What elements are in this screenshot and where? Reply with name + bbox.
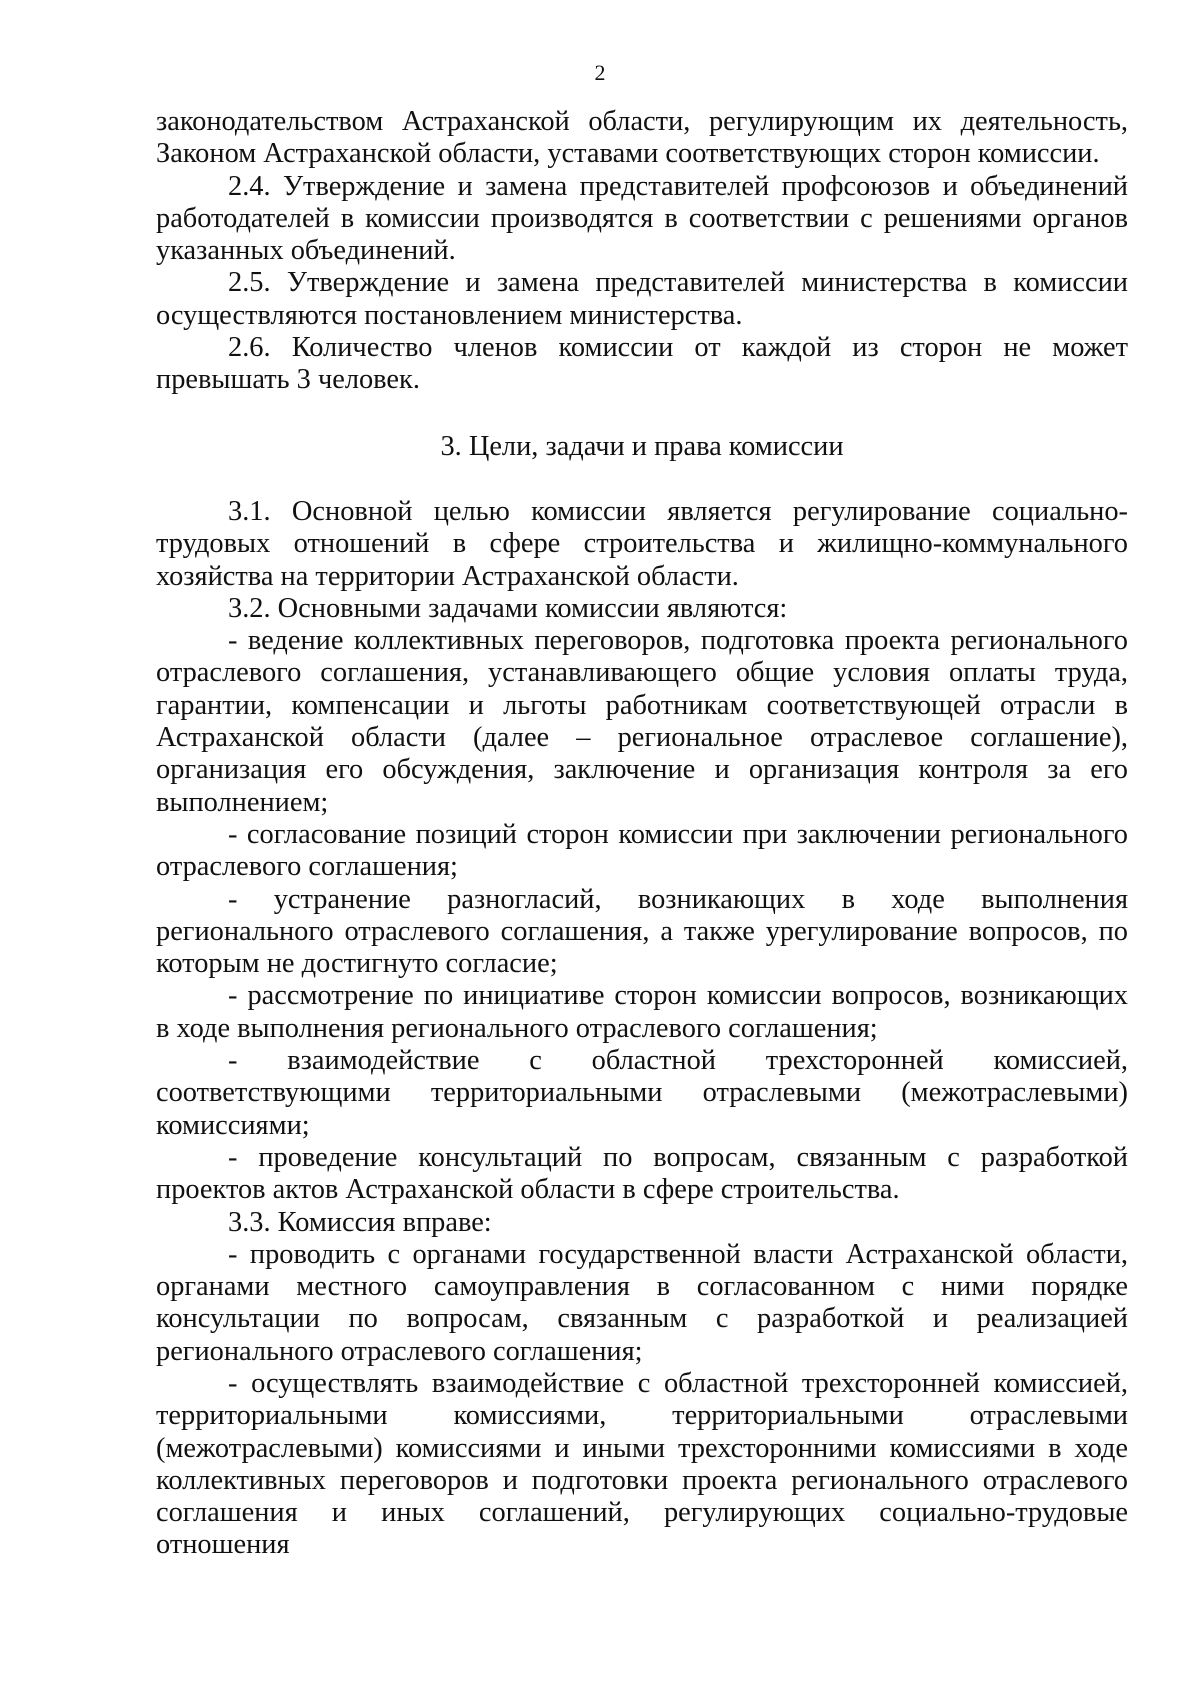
list-item-interaction: - взаимодействие с областной трехсторонней комиссией, соответствующими территориальными отраслевыми (межотраслевыми) комиссиями; (156, 1045, 1128, 1141)
section-heading: 3. Цели, задачи и права комиссии (440, 430, 844, 462)
page-number: 2 (594, 60, 606, 85)
paragraph-2-6: 2.6. Количество членов комиссии от каждой из сторон не может превышать 3 человек. (156, 332, 1128, 396)
paragraph-2-4: 2.4. Утверждение и замена представителей профсоюзов и объединений работодателей в комиссии производятся в соответствии с решениями органов указанных объединений. (156, 170, 1128, 267)
list-item-right-interact: - осуществлять взаимодействие с областной трехсторонней комиссией, территориальными комиссиями, территориальными отраслевыми (межотраслевыми) комиссиями и иными трехсторонними комиссиями в ходе коллективных переговоров и подготовки проекта регионального отраслевого соглашения и иных соглашений, регулирующих социально-трудовые отношения (156, 1367, 1128, 1561)
list-item-negotiations: - ведение коллективных переговоров, подготовка проекта регионального отраслевого соглашения, устанавливающего общие условия оплаты труда, гарантии, компенсации и льготы работникам соответствующей отрасли в Астраханской области (далее – региональное отраслевое соглашение), организация его обсуждения, заключение и организация контроля за его выполнением; (156, 625, 1128, 818)
list-item-consultations: - проведение консультаций по вопросам, связанным с разработкой проектов актов Астраханской области в сфере строительства. (156, 1141, 1128, 1206)
list-item-review: - рассмотрение по инициативе сторон комиссии вопросов, возникающих в ходе выполнения регионального отраслевого соглашения; (156, 980, 1128, 1044)
paragraph-continuation: законодательством Астраханской области, регулирующим их деятельность, Законом Астраханской области, уставами соответствующих сторон комиссии. (156, 106, 1128, 170)
list-item-right-consult: - проводить с органами государственной власти Астраханской области, органами местного самоуправления в согласованном с ними порядке консультации по вопросам, связанным с разработкой и реализацией регионального отраслевого соглашения; (156, 1238, 1128, 1367)
document-body (156, 106, 1128, 1562)
paragraph-3-3: 3.3. Комиссия вправе: (228, 1206, 492, 1238)
list-item-positions: - согласование позиций сторон комиссии при заключении регионального отраслевого соглашения; (156, 818, 1128, 883)
list-item-disagreements: - устранение разногласий, возникающих в ходе выполнения регионального отраслевого соглашения, а также урегулирование вопросов, по которым не достигнуто согласие; (156, 883, 1128, 980)
paragraph-3-2: 3.2. Основными задачами комиссии являются: (228, 592, 788, 624)
paragraph-2-5: 2.5. Утверждение и замена представителей министерства в комиссии осуществляются постановлением министерства. (156, 267, 1128, 331)
paragraph-3-1: 3.1. Основной целью комиссии является регулирование социально-трудовых отношений в сфере строительства и жилищно-коммунального хозяйства на территории Астраханской области. (156, 495, 1128, 592)
